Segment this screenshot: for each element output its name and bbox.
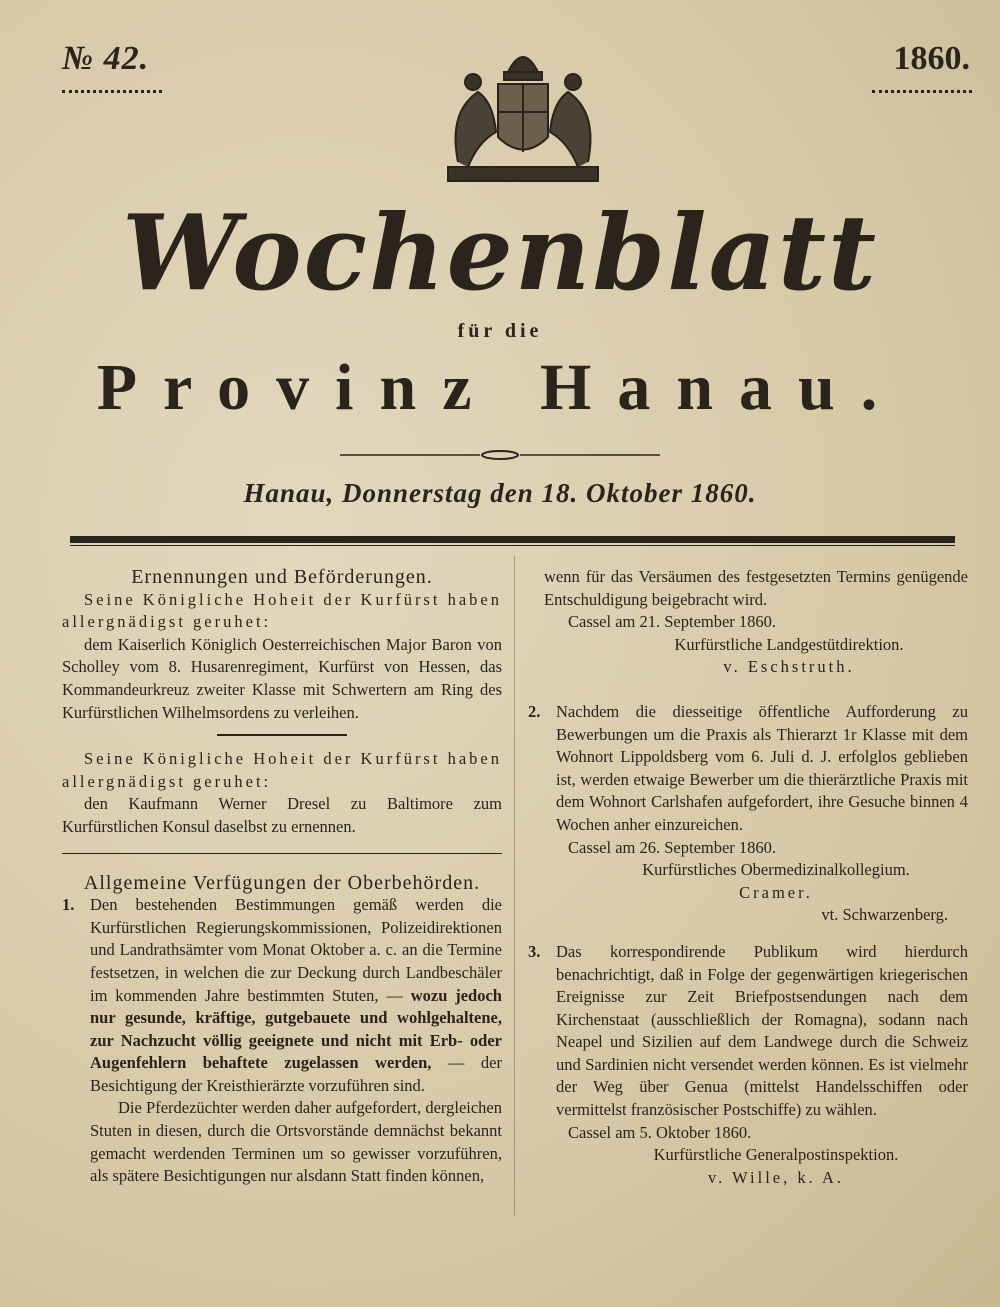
text: Den bestehenden Bestimmungen gemäß werden die Kurfürstlichen Regierungskommissionen, Polizeidirektionen und Landrathsämter vom Monat Oktober a. c. an die Termine festsetzen, in welchen die zur Deckung durch Landbeschäler im kommenden Jahre bestimmten Stuten, — [90, 895, 502, 1005]
paragraph: Das korrespondirende Publikum wird hierdurch benachrichtigt, daß in Folge der gegenwärtigen kriegerischen Ereignisse zur Zeit Briefpostsendungen nach dem Kirchenstaat (ausschließlich der Romagna), sodann nach Neapel und Sizilien auf dem Landwege durch die Schweiz und Sardinien nicht versendet werden können. Es ist vielmehr der Weg über Genua (mittelst Handelsschiffen oder vermittelst französischer Postschiffe) zu wählen. [556, 941, 968, 1120]
section-heading-appointments: Ernennungen und Beförderungen. [131, 566, 433, 588]
paragraph [90, 894, 502, 1097]
decree-item-1 [62, 894, 502, 1188]
paragraph: den Kaufmann Werner Dresel zu Baltimore zum Kurfürstlichen Konsul daselbst zu ernennen. [62, 794, 502, 836]
office-name: Kurfürstliche Landgestütdirektion. [674, 634, 904, 654]
section-heading-decrees: Allgemeine Verfügungen der Oberbehörden. [83, 871, 481, 894]
decree-item-2 [528, 701, 968, 927]
signature: Cramer. [739, 882, 813, 902]
issue-year: 1860. [893, 40, 970, 77]
signature-2: vt. Schwarzenberg. [821, 905, 948, 925]
paragraph: wenn für das Versäumen des festgesetzten Termins genügende Entschuldigung beigebracht wird. [544, 567, 968, 609]
year-underline [872, 84, 972, 93]
right-column [528, 566, 968, 1189]
header-rule [70, 536, 955, 543]
place-date: Cassel am 21. September 1860. [568, 612, 777, 632]
place-date: Cassel am 26. September 1860. [568, 837, 777, 857]
item-number: 1. [62, 895, 75, 915]
issue-number: № 42. [62, 40, 150, 77]
short-divider [217, 734, 347, 736]
item-number: 3. [528, 941, 541, 961]
signature: v. Eschstruth. [723, 657, 855, 677]
signature: v. Wille, k. A. [708, 1167, 844, 1187]
newspaper-subtitle: Provinz Hanau. [96, 351, 904, 424]
item-number: 2. [528, 701, 541, 721]
newspaper-subtitle-small: für die [457, 320, 543, 342]
left-column [62, 566, 502, 1188]
office-name: Kurfürstliches Obermedizinalkollegium. [642, 860, 910, 880]
dateline: Hanau, Donnerstag den 18. Oktober 1860. [243, 478, 757, 508]
column-divider [514, 556, 515, 1216]
header-rule-thin [70, 545, 955, 546]
text: — der Besichtigung der Kreisthierärzte vorzuführen sind. [90, 1053, 502, 1095]
coat-of-arms-icon [438, 42, 608, 192]
bold-text: wozu jedoch nur gesunde, kräftige, gutgebauete und wohlgehaltene, zur Nachzucht völlig geeignete und nicht mit Erb- oder Augenfehlern behaftete zugelassen werden, [90, 985, 502, 1073]
newspaper-title: Wochenblatt [121, 191, 879, 314]
place-date: Cassel am 5. Oktober 1860. [568, 1122, 752, 1142]
office-name: Kurfürstliche Generalpostinspektion. [653, 1145, 899, 1165]
paragraph: Seine Königliche Hoheit der Kurfürst haben allergnädigst geruhet: [62, 589, 502, 632]
ornamental-rule [340, 450, 660, 460]
paragraph: Nachdem die diesseitige öffentliche Aufforderung zu Bewerbungen um die Praxis als Thierarzt 1r Klasse mit dem Wohnort Lippoldsberg vom 6. Juli d. J. erfolglos geblieben ist, werden etwaige Bewerber um die thierärztliche Praxis mit dem Wohnort Carlshafen aufgefordert, ihre Gesuche binnen 4 Wochen anher einzureichen. [556, 701, 968, 834]
paragraph: Die Pferdezüchter werden daher aufgefordert, dergleichen Stuten in diesen, durch die Ortsvorstände demnächst bekannt gemacht werdenden Terminen um so gewisser vorzuführen, als spätere Besichtigungen nur alsdann Statt finden können, [90, 1098, 502, 1186]
issue-underline [62, 84, 162, 93]
section-divider [62, 853, 502, 854]
paragraph: dem Kaiserlich Königlich Oesterreichischen Major Baron von Scholley vom 8. Husarenregiment, Kurfürst von Hessen, das Kommandeurkreuz zweiter Klasse mit Schwertern am Ring des Kurfürstlichen Wilhelmsordens zu verleihen. [62, 634, 502, 722]
decree-item-3 [528, 941, 968, 1190]
paragraph: Seine Königliche Hoheit der Kurfürst haben allergnädigst geruhet: [62, 749, 502, 791]
